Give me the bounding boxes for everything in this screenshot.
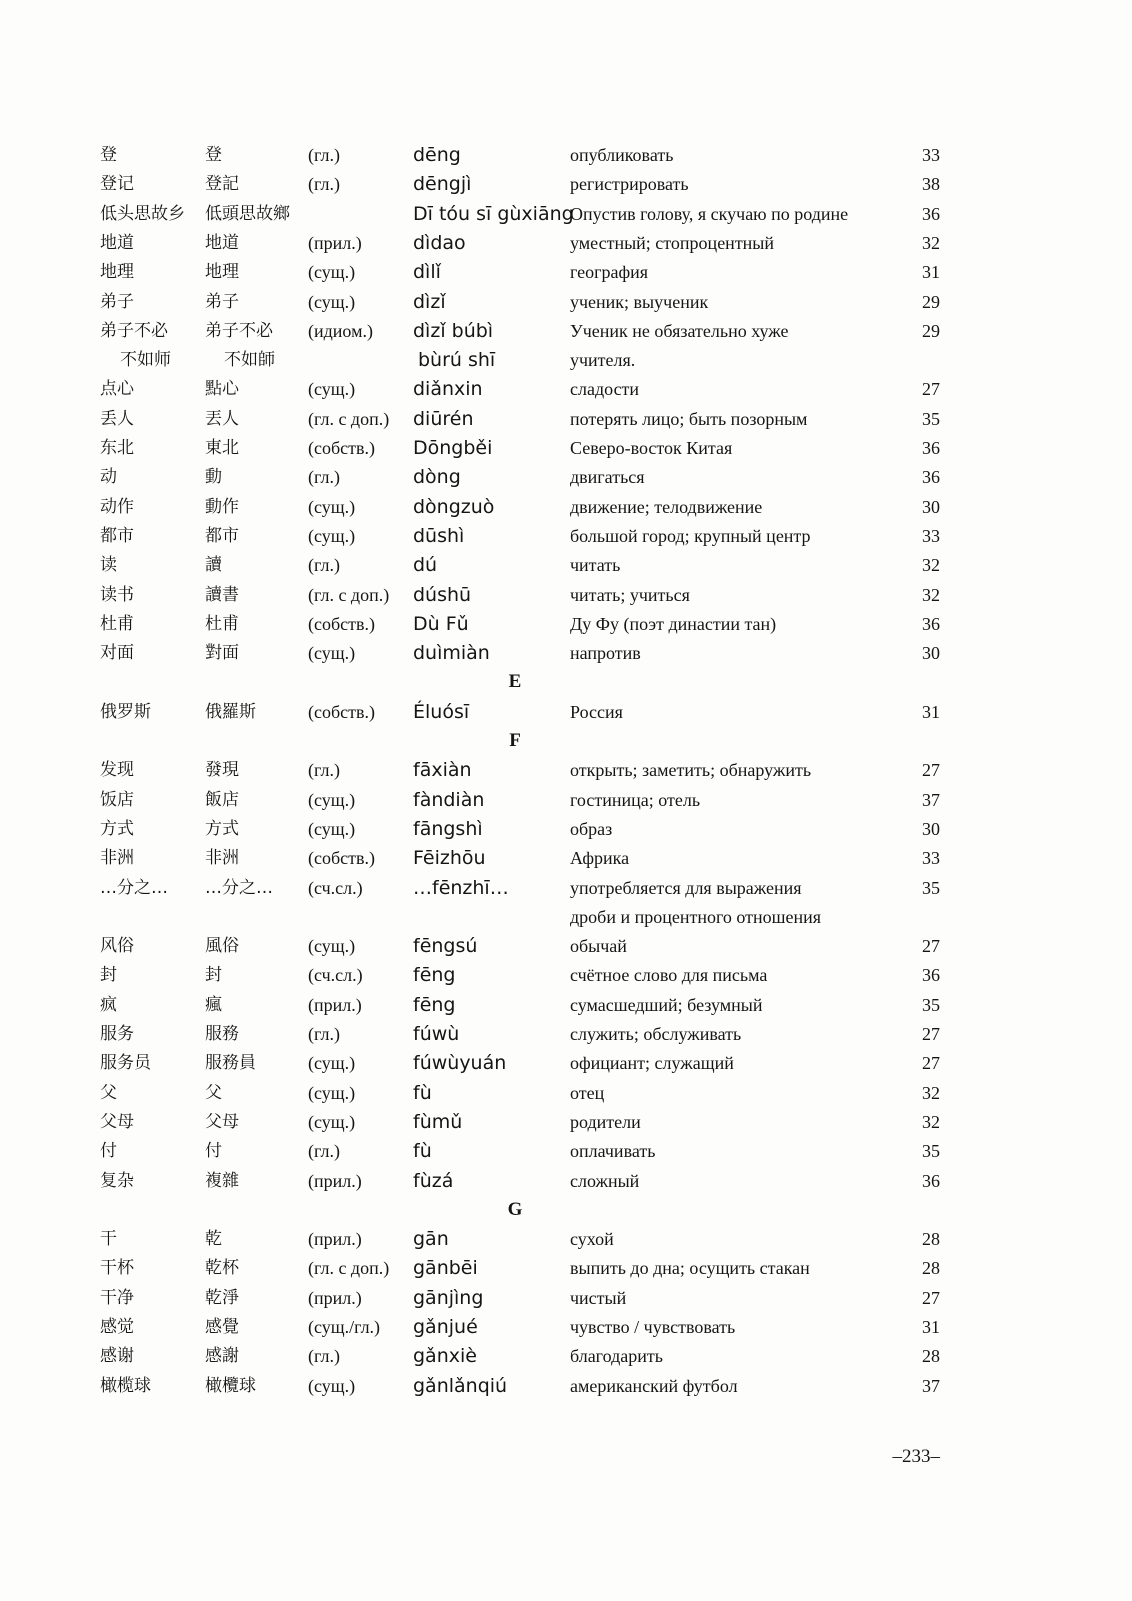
glossary-row — [0, 1019, 1132, 1049]
pinyin: gǎnlǎnqiú — [413, 1375, 508, 1397]
pinyin: fù — [413, 1082, 432, 1104]
pinyin: gān — [413, 1228, 449, 1250]
traditional-chars: 弟子 — [205, 292, 239, 312]
traditional-chars: 地道 — [205, 233, 239, 253]
part-of-speech: (сущ.) — [308, 1112, 356, 1132]
simplified-chars: 低头思故乡 — [100, 204, 185, 224]
page-number: –233– — [892, 1446, 940, 1467]
lesson-number: 35 — [922, 1141, 940, 1161]
translation: чистый — [570, 1288, 627, 1308]
simplified-chars: 封 — [100, 965, 117, 985]
simplified-chars: 干净 — [100, 1288, 134, 1308]
glossary-row-continuation — [0, 902, 1132, 932]
glossary-row — [0, 316, 1132, 346]
part-of-speech: (сущ.) — [308, 790, 356, 810]
traditional-chars: 封 — [205, 965, 222, 985]
lesson-number: 38 — [922, 174, 940, 194]
pinyin: Dù Fǔ — [413, 613, 469, 635]
pinyin: dìdao — [413, 232, 466, 254]
lesson-number: 36 — [922, 1171, 940, 1191]
traditional-chars: 服務 — [205, 1024, 239, 1044]
traditional-chars: 東北 — [205, 438, 239, 458]
lesson-number: 36 — [922, 467, 940, 487]
simplified-chars: 干杯 — [100, 1258, 134, 1278]
lesson-number: 36 — [922, 965, 940, 985]
traditional-chars: 點心 — [205, 379, 239, 399]
simplified-chars: 动 — [100, 467, 117, 487]
glossary-row — [0, 814, 1132, 844]
translation: читать; учиться — [570, 585, 690, 605]
simplified-chars: 非洲 — [100, 848, 134, 868]
glossary-row — [0, 550, 1132, 580]
traditional-chars: 風俗 — [205, 936, 239, 956]
glossary-row — [0, 1283, 1132, 1313]
translation: Россия — [570, 702, 623, 722]
lesson-number: 35 — [922, 878, 940, 898]
pinyin: dìlǐ — [413, 261, 441, 283]
part-of-speech: (гл.) — [308, 1024, 340, 1044]
traditional-chars: 瘋 — [205, 995, 222, 1015]
simplified-chars: 服务员 — [100, 1053, 151, 1073]
pinyin: fàndiàn — [413, 789, 485, 811]
traditional-chars: 俄羅斯 — [205, 702, 256, 722]
part-of-speech: (собств.) — [308, 848, 375, 868]
translation: потерять лицо; быть позорным — [570, 409, 808, 429]
glossary-row — [0, 1253, 1132, 1283]
pinyin: gǎnjué — [413, 1316, 478, 1338]
pinyin: fùzá — [413, 1170, 454, 1192]
lesson-number: 28 — [922, 1346, 940, 1366]
part-of-speech: (сущ.) — [308, 526, 356, 546]
translation: благодарить — [570, 1346, 663, 1366]
simplified-chars: 付 — [100, 1141, 117, 1161]
traditional-chars: 乾杯 — [205, 1258, 239, 1278]
simplified-chars: 饭店 — [100, 790, 134, 810]
part-of-speech: (сущ.) — [308, 1083, 356, 1103]
traditional-chars: 丟人 — [205, 409, 239, 429]
traditional-chars: 讀 — [205, 555, 222, 575]
pinyin: bùrú shī — [418, 349, 496, 371]
glossary-row — [0, 1136, 1132, 1166]
simplified-chars: 对面 — [100, 643, 134, 663]
pinyin: dēng — [413, 144, 461, 166]
pinyin: fúwù — [413, 1023, 460, 1045]
translation: уместный; стопроцентный — [570, 233, 775, 253]
part-of-speech: (сущ.) — [308, 1053, 356, 1073]
part-of-speech: (сущ./гл.) — [308, 1317, 381, 1337]
part-of-speech: (сч.сл.) — [308, 965, 363, 985]
simplified-chars: 丢人 — [100, 409, 134, 429]
simplified-chars: 干 — [100, 1229, 117, 1249]
pinyin: dēngjì — [413, 173, 472, 195]
translation: опубликовать — [570, 145, 674, 165]
simplified-chars: 读书 — [100, 585, 134, 605]
glossary-row — [0, 697, 1132, 727]
pinyin: Éluósī — [413, 701, 470, 723]
lesson-number: 27 — [922, 1024, 940, 1044]
part-of-speech: (сущ.) — [308, 497, 356, 517]
translation: сложный — [570, 1171, 640, 1191]
simplified-chars: 风俗 — [100, 936, 134, 956]
simplified-chars: …分之… — [100, 878, 168, 898]
translation: Африка — [570, 848, 630, 868]
pinyin: duìmiàn — [413, 642, 490, 664]
glossary-row — [0, 1341, 1132, 1371]
pinyin: fēng — [413, 994, 456, 1016]
simplified-chars: 方式 — [100, 819, 134, 839]
pinyin: dòngzuò — [413, 496, 495, 518]
pinyin: gānbēi — [413, 1257, 478, 1279]
lesson-number: 30 — [922, 497, 940, 517]
part-of-speech: (сущ.) — [308, 262, 356, 282]
pinyin: fùmǔ — [413, 1111, 463, 1133]
lesson-number: 29 — [922, 321, 940, 341]
traditional-chars: 登 — [205, 145, 222, 165]
part-of-speech: (сч.сл.) — [308, 878, 363, 898]
simplified-chars: 弟子 — [100, 292, 134, 312]
simplified-chars: 杜甫 — [100, 614, 134, 634]
translation: служить; обслуживать — [570, 1024, 742, 1044]
translation: американский футбол — [570, 1376, 738, 1396]
lesson-number: 29 — [922, 292, 940, 312]
glossary-row — [0, 1107, 1132, 1137]
pinyin: fāngshì — [413, 818, 483, 840]
simplified-chars: 都市 — [100, 526, 134, 546]
pinyin: fēngsú — [413, 935, 478, 957]
translation: сладости — [570, 379, 640, 399]
glossary-row — [0, 521, 1132, 551]
part-of-speech: (собств.) — [308, 438, 375, 458]
traditional-chars: 感謝 — [205, 1346, 239, 1366]
traditional-chars: 地理 — [205, 262, 239, 282]
traditional-chars: 感覺 — [205, 1317, 239, 1337]
simplified-chars: 登记 — [100, 174, 134, 194]
simplified-chars: 动作 — [100, 497, 134, 517]
simplified-chars: 感谢 — [100, 1346, 134, 1366]
part-of-speech: (прил.) — [308, 233, 362, 253]
lesson-number: 31 — [922, 1317, 940, 1337]
simplified-chars: 不如师 — [120, 350, 171, 370]
pinyin: fēng — [413, 964, 456, 986]
translation: официант; служащий — [570, 1053, 734, 1073]
lesson-number: 27 — [922, 1053, 940, 1073]
pinyin: fúwùyuán — [413, 1052, 507, 1074]
glossary-row — [0, 990, 1132, 1020]
glossary-row — [0, 755, 1132, 785]
glossary-row — [0, 609, 1132, 639]
traditional-chars: 方式 — [205, 819, 239, 839]
glossary-row — [0, 287, 1132, 317]
translation: открыть; заметить; обнаружить — [570, 760, 812, 780]
lesson-number: 27 — [922, 379, 940, 399]
translation: большой город; крупный центр — [570, 526, 811, 546]
pinyin: diūrén — [413, 408, 474, 430]
traditional-chars: 乾淨 — [205, 1288, 239, 1308]
lesson-number: 36 — [922, 438, 940, 458]
part-of-speech: (сущ.) — [308, 936, 356, 956]
part-of-speech: (гл.) — [308, 174, 340, 194]
translation: напротив — [570, 643, 641, 663]
pinyin: dìzǐ — [413, 291, 446, 313]
simplified-chars: 父 — [100, 1083, 117, 1103]
lesson-number: 32 — [922, 585, 940, 605]
glossary-row — [0, 492, 1132, 522]
translation: сухой — [570, 1229, 614, 1249]
glossary-row — [0, 228, 1132, 258]
lesson-number: 31 — [922, 262, 940, 282]
part-of-speech: (гл.) — [308, 1141, 340, 1161]
lesson-number: 32 — [922, 555, 940, 575]
part-of-speech: (прил.) — [308, 1171, 362, 1191]
translation: Опустив голову, я скучаю по родине — [570, 204, 849, 224]
glossary-row — [0, 169, 1132, 199]
simplified-chars: 橄榄球 — [100, 1376, 151, 1396]
glossary-row — [0, 374, 1132, 404]
simplified-chars: 弟子不必 — [100, 321, 168, 341]
pinyin: …fēnzhī… — [413, 877, 509, 899]
simplified-chars: 东北 — [100, 438, 134, 458]
part-of-speech: (гл.) — [308, 555, 340, 575]
lesson-number: 28 — [922, 1258, 940, 1278]
glossary-row — [0, 873, 1132, 903]
glossary-row — [0, 1166, 1132, 1196]
translation: чувство / чувствовать — [570, 1317, 736, 1337]
traditional-chars: 橄欖球 — [205, 1376, 256, 1396]
translation: движение; телодвижение — [570, 497, 763, 517]
part-of-speech: (сущ.) — [308, 379, 356, 399]
glossary-row — [0, 140, 1132, 170]
pinyin: diǎnxin — [413, 378, 483, 400]
part-of-speech: (сущ.) — [308, 643, 356, 663]
part-of-speech: (идиом.) — [308, 321, 373, 341]
lesson-number: 32 — [922, 233, 940, 253]
lesson-number: 37 — [922, 1376, 940, 1396]
translation: выпить до дна; осущить стакан — [570, 1258, 810, 1278]
simplified-chars: 读 — [100, 555, 117, 575]
pinyin: fù — [413, 1140, 432, 1162]
lesson-number: 27 — [922, 760, 940, 780]
lesson-number: 36 — [922, 614, 940, 634]
glossary-row — [0, 1078, 1132, 1108]
lesson-number: 32 — [922, 1083, 940, 1103]
pinyin: dòng — [413, 466, 461, 488]
traditional-chars: 父母 — [205, 1112, 239, 1132]
translation: Ученик не обязательно хуже — [570, 321, 789, 341]
traditional-chars: 弟子不必 — [205, 321, 273, 341]
glossary-row — [0, 1048, 1132, 1078]
translation: родители — [570, 1112, 641, 1132]
translation: двигаться — [570, 467, 645, 487]
part-of-speech: (гл.) — [308, 1346, 340, 1366]
translation: счётное слово для письма — [570, 965, 768, 985]
translation: регистрировать — [570, 174, 689, 194]
part-of-speech: (гл. с доп.) — [308, 585, 390, 605]
glossary-row — [0, 960, 1132, 990]
simplified-chars: 俄罗斯 — [100, 702, 151, 722]
simplified-chars: 服务 — [100, 1024, 134, 1044]
part-of-speech: (сущ.) — [308, 819, 356, 839]
part-of-speech: (собств.) — [308, 702, 375, 722]
traditional-chars: 複雜 — [205, 1171, 239, 1191]
part-of-speech: (сущ.) — [308, 1376, 356, 1396]
simplified-chars: 发现 — [100, 760, 134, 780]
lesson-number: 27 — [922, 1288, 940, 1308]
glossary-row — [0, 433, 1132, 463]
translation: отец — [570, 1083, 605, 1103]
traditional-chars: 服務員 — [205, 1053, 256, 1073]
lesson-number: 33 — [922, 145, 940, 165]
simplified-chars: 复杂 — [100, 1171, 134, 1191]
pinyin: fāxiàn — [413, 759, 472, 781]
traditional-chars: 對面 — [205, 643, 239, 663]
lesson-number: 33 — [922, 848, 940, 868]
glossary-row — [0, 638, 1132, 668]
part-of-speech: (собств.) — [308, 614, 375, 634]
translation: дроби и процентного отношения — [570, 907, 822, 927]
translation: обычай — [570, 936, 627, 956]
pinyin: Dī tóu sī gùxiāng — [413, 203, 574, 225]
part-of-speech: (прил.) — [308, 1229, 362, 1249]
part-of-speech: (гл. с доп.) — [308, 1258, 390, 1278]
glossary-row — [0, 1371, 1132, 1401]
section-letter: F — [509, 730, 521, 751]
lesson-number: 28 — [922, 1229, 940, 1249]
lesson-number: 36 — [922, 204, 940, 224]
glossary-row-continuation — [0, 345, 1132, 375]
part-of-speech: (гл.) — [308, 760, 340, 780]
translation: Северо-восток Китая — [570, 438, 733, 458]
translation: география — [570, 262, 649, 282]
simplified-chars: 地道 — [100, 233, 134, 253]
pinyin: gānjìng — [413, 1287, 484, 1309]
glossary-row — [0, 257, 1132, 287]
translation: Ду Фу (поэт династии тан) — [570, 614, 777, 634]
traditional-chars: 發現 — [205, 760, 239, 780]
pinyin: dūshì — [413, 525, 465, 547]
translation: оплачивать — [570, 1141, 656, 1161]
lesson-number: 32 — [922, 1112, 940, 1132]
part-of-speech: (прил.) — [308, 995, 362, 1015]
simplified-chars: 登 — [100, 145, 117, 165]
simplified-chars: 父母 — [100, 1112, 134, 1132]
pinyin: gǎnxiè — [413, 1345, 477, 1367]
lesson-number: 35 — [922, 409, 940, 429]
glossary-row — [0, 199, 1132, 229]
lesson-number: 30 — [922, 643, 940, 663]
glossary-row — [0, 931, 1132, 961]
traditional-chars: 付 — [205, 1141, 222, 1161]
lesson-number: 37 — [922, 790, 940, 810]
translation: ученик; выученик — [570, 292, 709, 312]
part-of-speech: (сущ.) — [308, 292, 356, 312]
glossary-row — [0, 785, 1132, 815]
part-of-speech: (гл.) — [308, 145, 340, 165]
translation: читать — [570, 555, 621, 575]
traditional-chars: 低頭思故鄉 — [205, 204, 290, 224]
traditional-chars: 乾 — [205, 1229, 222, 1249]
traditional-chars: 讀書 — [205, 585, 239, 605]
traditional-chars: 父 — [205, 1083, 222, 1103]
simplified-chars: 点心 — [100, 379, 134, 399]
glossary-row — [0, 404, 1132, 434]
glossary-row — [0, 843, 1132, 873]
translation: гостиница; отель — [570, 790, 701, 810]
lesson-number: 33 — [922, 526, 940, 546]
simplified-chars: 地理 — [100, 262, 134, 282]
traditional-chars: 動作 — [205, 497, 239, 517]
traditional-chars: 動 — [205, 467, 222, 487]
simplified-chars: 感觉 — [100, 1317, 134, 1337]
traditional-chars: 非洲 — [205, 848, 239, 868]
pinyin: Dōngběi — [413, 437, 493, 459]
traditional-chars: 登記 — [205, 174, 239, 194]
pinyin: dìzǐ búbì — [413, 320, 494, 342]
glossary-row — [0, 1224, 1132, 1254]
traditional-chars: 不如師 — [224, 350, 275, 370]
translation: учителя. — [570, 350, 636, 370]
lesson-number: 35 — [922, 995, 940, 1015]
simplified-chars: 疯 — [100, 995, 117, 1015]
lesson-number: 31 — [922, 702, 940, 722]
translation: употребляется для выражения — [570, 878, 802, 898]
traditional-chars: 飯店 — [205, 790, 239, 810]
section-letter: E — [508, 671, 522, 692]
pinyin: Fēizhōu — [413, 847, 486, 869]
lesson-number: 30 — [922, 819, 940, 839]
traditional-chars: 杜甫 — [205, 614, 239, 634]
traditional-chars: …分之… — [205, 878, 273, 898]
part-of-speech: (прил.) — [308, 1288, 362, 1308]
pinyin: dú — [413, 554, 438, 576]
traditional-chars: 都市 — [205, 526, 239, 546]
translation: образ — [570, 819, 613, 839]
translation: сумасшедший; безумный — [570, 995, 763, 1015]
glossary-row — [0, 1312, 1132, 1342]
part-of-speech: (гл. с доп.) — [308, 409, 390, 429]
pinyin: dúshū — [413, 584, 472, 606]
glossary-row — [0, 462, 1132, 492]
part-of-speech: (гл.) — [308, 467, 340, 487]
lesson-number: 27 — [922, 936, 940, 956]
section-letter: G — [507, 1199, 523, 1220]
glossary-row — [0, 580, 1132, 610]
